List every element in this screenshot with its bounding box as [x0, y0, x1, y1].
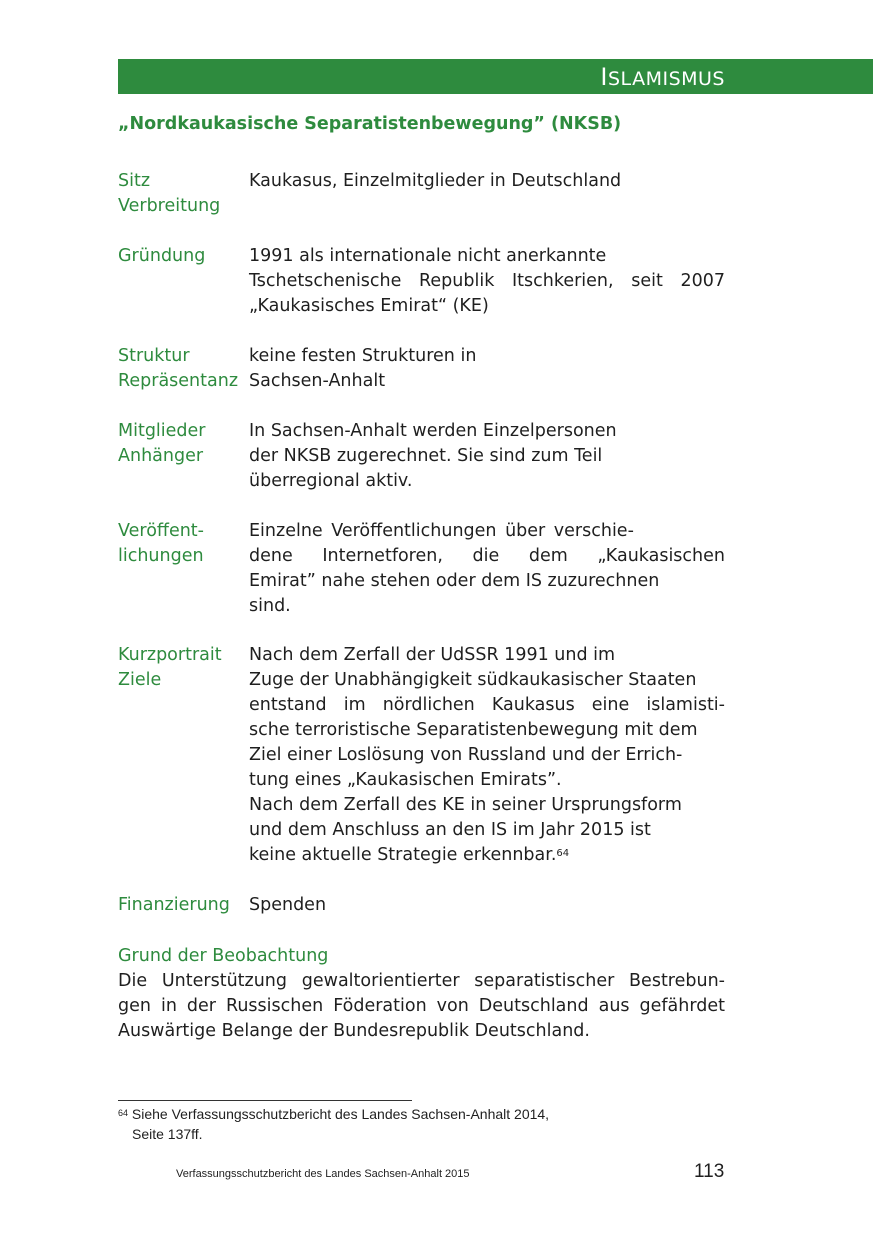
entry-value: [249, 419, 725, 494]
value-line: Sachsen-Anhalt: [249, 371, 386, 391]
grund-text: [118, 969, 725, 1044]
section-title: [600, 59, 725, 98]
entry-label: [118, 419, 206, 469]
value-line: In Sachsen-Anhalt werden Einzelpersonen: [249, 421, 617, 441]
entry-label: [118, 893, 230, 918]
value-line: und dem Anschluss an den IS im Jahr 2015 ist: [249, 820, 651, 840]
entry-label: [118, 344, 238, 394]
footer-text: Verfassungsschutzbericht des Landes Sachsen-Anhalt 2015: [176, 1168, 470, 1180]
value-line: überregional aktiv.: [249, 471, 413, 491]
entry-label: [118, 643, 222, 693]
section-title-rest: SLAMISMUS: [608, 68, 725, 90]
grund-line: Auswärtige Belange der Bundesrepublik Deutschland.: [118, 1021, 590, 1041]
footnote: [118, 1104, 549, 1144]
footnote-reference[interactable]: 64: [556, 848, 570, 859]
entry-label: [118, 244, 205, 269]
value-line: tung eines „Kaukasischen Emirats”.: [249, 770, 562, 790]
value-line: Nach dem Zerfall der UdSSR 1991 und im: [249, 645, 616, 665]
value-line: Kaukasus, Einzelmitglieder in Deutschland: [249, 171, 622, 191]
footnote-number: 64: [118, 1108, 129, 1118]
label-line: Mitglieder: [118, 421, 206, 441]
label-line: Ziele: [118, 670, 162, 690]
section-title-initial: I: [600, 63, 608, 91]
footnote-divider: [118, 1100, 412, 1101]
entry-value: [249, 643, 725, 868]
page-number: 113: [694, 1161, 725, 1182]
label-line: Verbreitung: [118, 196, 221, 216]
value-line: Emirat” nahe stehen oder dem IS zuzurechnen: [249, 571, 660, 591]
value-line: entstand im nördlichen Kaukasus eine islamisti-: [249, 695, 725, 715]
value-line: Ziel einer Loslösung von Russland und der Errich-: [249, 745, 683, 765]
value-line: „Kaukasisches Emirat“ (KE): [249, 296, 489, 316]
value-line: sind.: [249, 596, 291, 616]
footnote-text: Siehe Verfassungsschutzbericht des Landes Sachsen-Anhalt 2014,: [131, 1106, 550, 1122]
organization-heading: „Nordkaukasische Separatistenbewegung” (NKSB): [118, 114, 622, 134]
label-line: Anhänger: [118, 446, 204, 466]
label-line: Sitz: [118, 171, 151, 191]
value-line: dene Internetforen, die dem „Kaukasischen: [249, 546, 725, 566]
value-line: Nach dem Zerfall des KE in seiner Ursprungsform: [249, 795, 682, 815]
value-line: der NKSB zugerechnet. Sie sind zum Teil: [249, 446, 603, 466]
entry-value: [249, 519, 725, 619]
grund-line: Die Unterstützung gewaltorientierter separatistischer Bestrebun-: [118, 971, 725, 991]
value-line: 1991 als internationale nicht anerkannte: [249, 246, 607, 266]
entry-label: [118, 519, 204, 569]
entry-value: [249, 893, 725, 918]
footnote-text: Seite 137ff.: [132, 1126, 203, 1142]
value-line: Zuge der Unabhängigkeit südkaukasischer Staaten: [249, 670, 697, 690]
entry-value: [249, 169, 725, 194]
label-line: Gründung: [118, 246, 206, 266]
entry-label: [118, 169, 220, 219]
grund-line: gen in der Russischen Föderation von Deutschland aus gefährdet: [118, 996, 725, 1016]
label-line: Veröffent-: [118, 521, 204, 541]
label-line: lichungen: [118, 546, 204, 566]
value-line: keine festen Strukturen in: [249, 346, 477, 366]
value-line-text: keine aktuelle Strategie erkennbar.: [249, 845, 557, 865]
label-line: Struktur: [118, 346, 190, 366]
value-line: Tschetschenische Republik Itschkerien, seit 2007: [249, 271, 725, 291]
footnote-line: [118, 1104, 549, 1124]
grund-title: Grund der Beobachtung: [118, 946, 329, 966]
value-line: Einzelne Veröffentlichungen über verschie-: [249, 521, 634, 541]
label-line: Kurzportrait: [118, 645, 222, 665]
label-line: Repräsentanz: [118, 371, 239, 391]
value-line: sche terroristische Separatistenbewegung mit dem: [249, 720, 698, 740]
label-line: Finanzierung: [118, 895, 230, 915]
section-header-bar: [118, 59, 873, 94]
value-line: [249, 843, 725, 868]
entry-value: [249, 244, 725, 319]
entry-value: [249, 344, 725, 394]
value-line: Spenden: [249, 895, 327, 915]
